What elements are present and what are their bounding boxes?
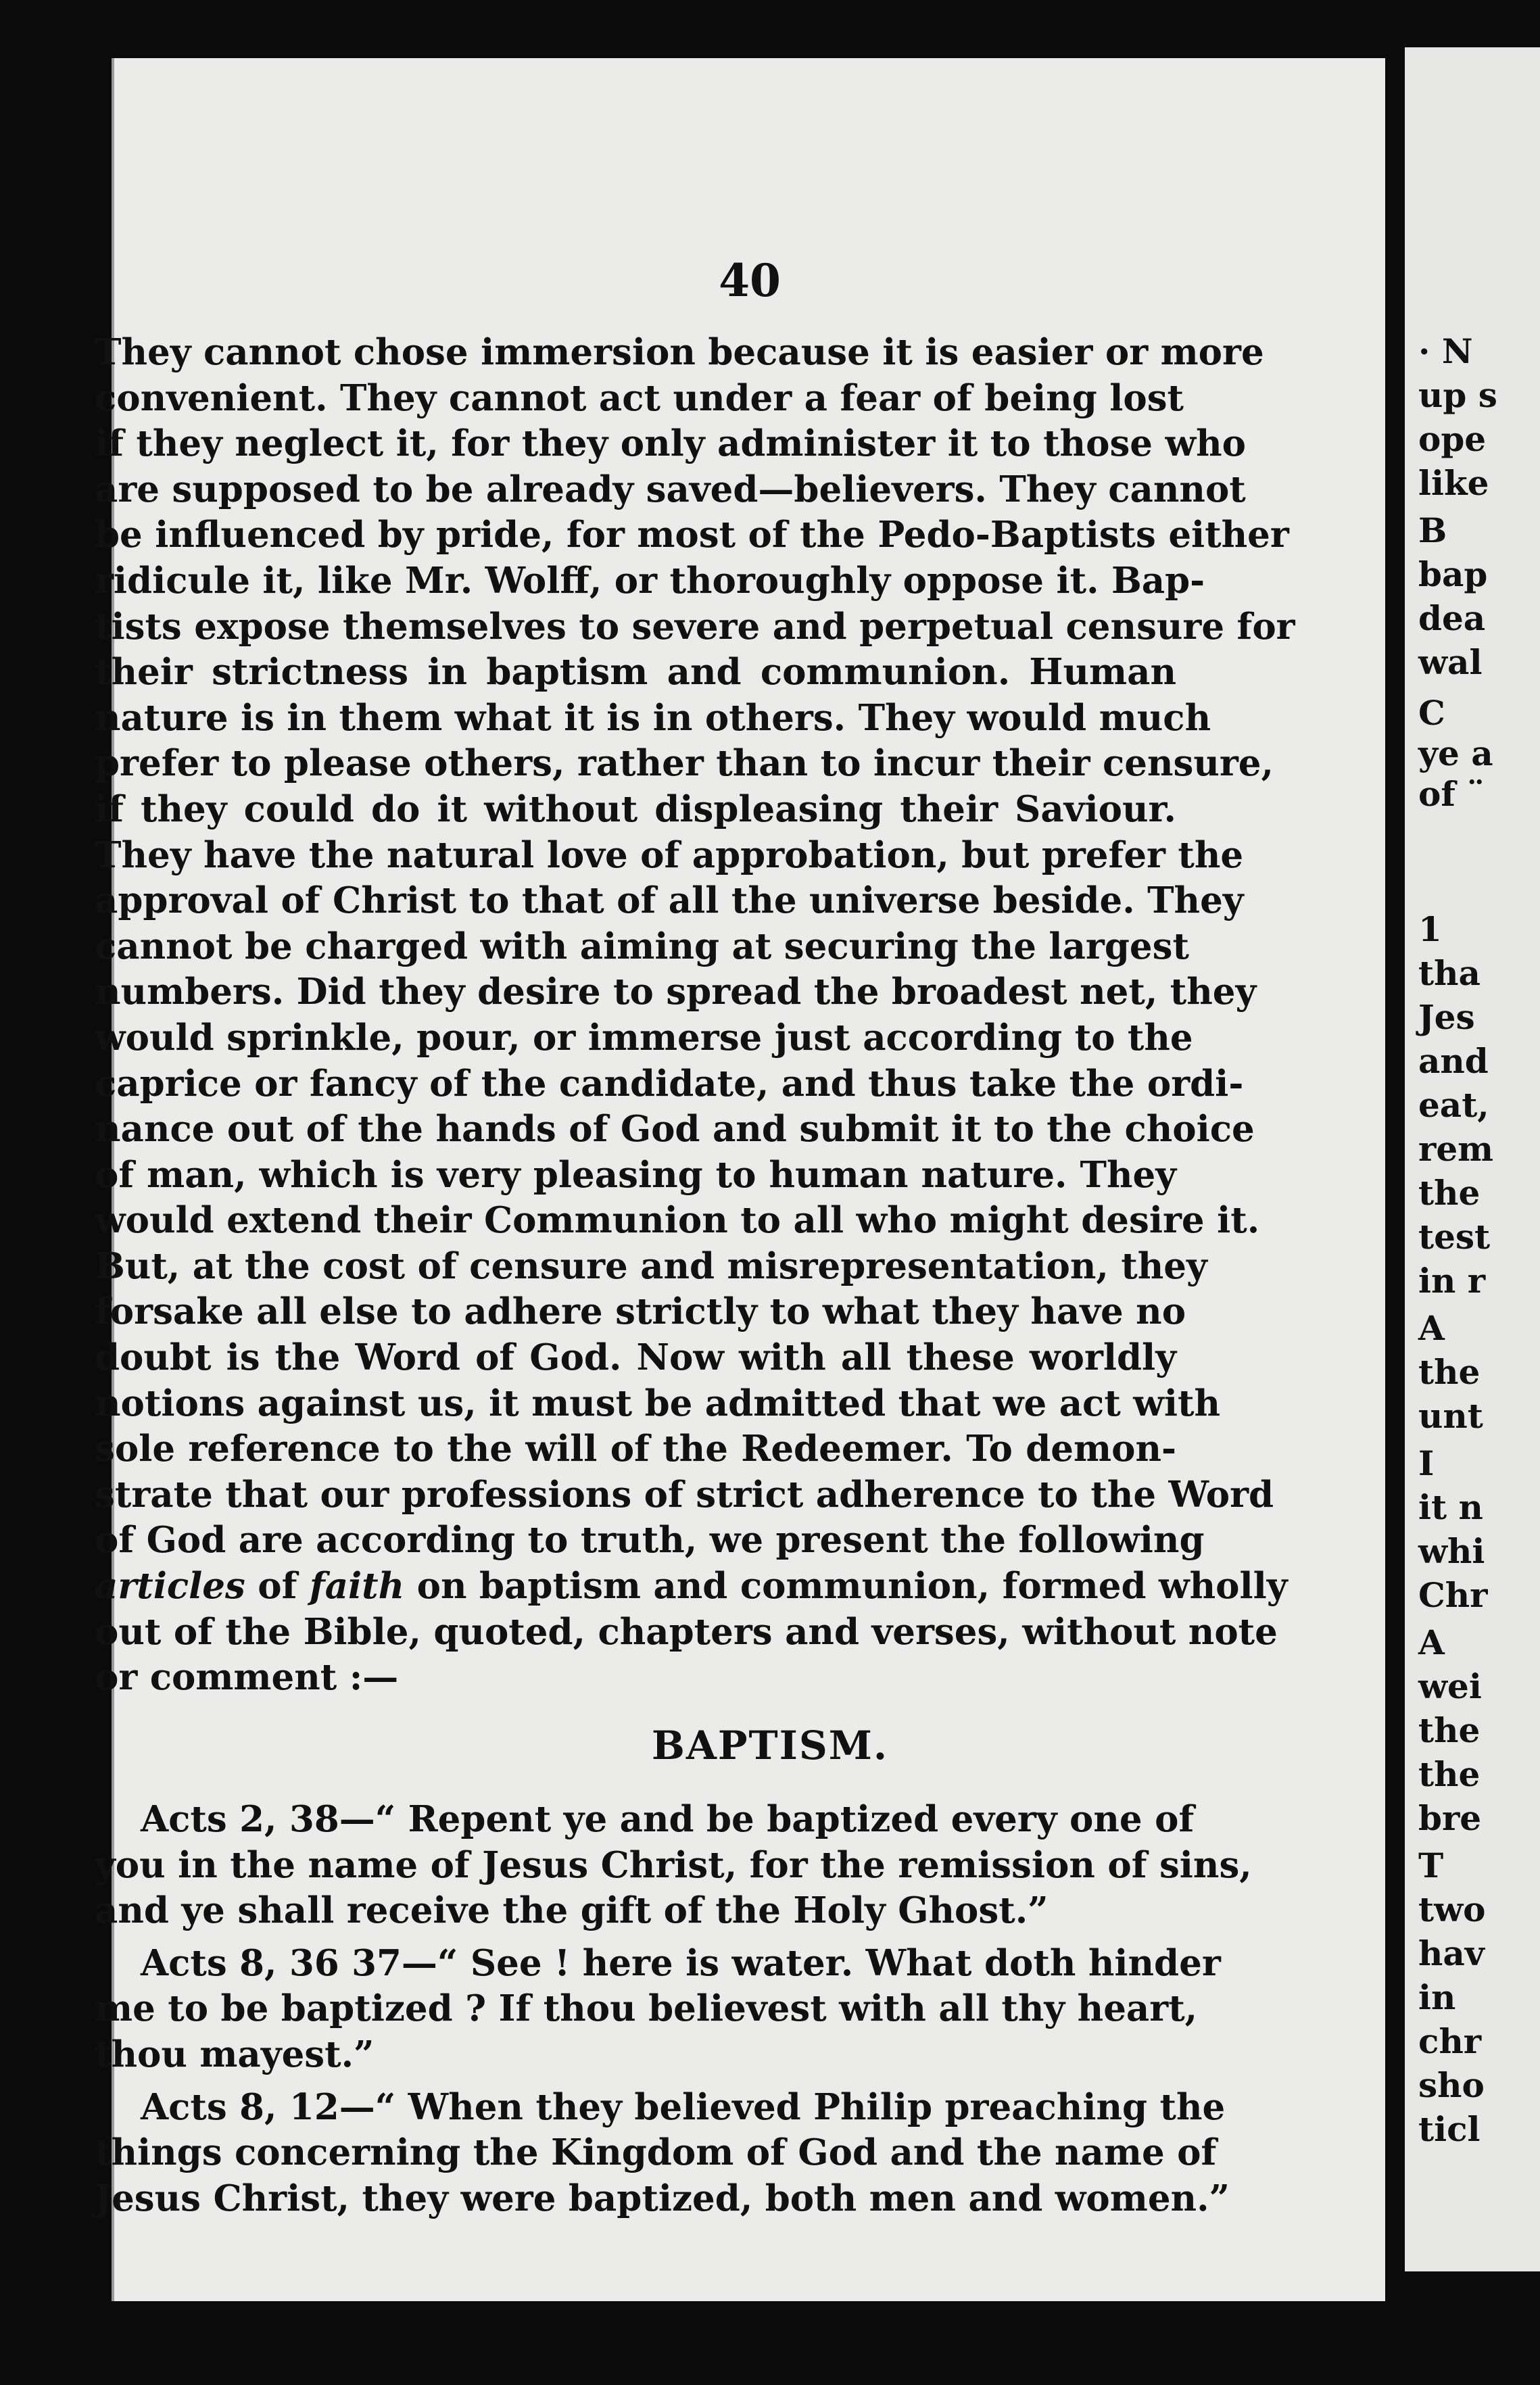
paragraph-line-italics [95, 1564, 1288, 1610]
scripture-entry [95, 1941, 1221, 2078]
right-page-fragment: sho [1418, 2065, 1485, 2105]
right-page-fragment: unt [1418, 1396, 1483, 1436]
paragraph-line: They have the natural love of approbation, but prefer the [95, 834, 1244, 876]
paragraph-line: of man, which is very pleasing to human nature. They [95, 1153, 1176, 1196]
right-page-fragment: hav [1418, 1933, 1485, 1973]
scripture-line: Acts 2, 38—“ Repent ye and be baptized every one of [141, 1798, 1195, 1840]
paragraph-line: if they neglect it, for they only administer it to those who [95, 423, 1246, 465]
paragraph-line: nance out of the hands of God and submit it to the choice [95, 1108, 1255, 1151]
right-page-fragment: wal [1418, 642, 1483, 682]
right-page-fragment: in [1418, 1977, 1456, 2017]
paragraph-line: caprice or fancy of the candidate, and thus take the ordi- [95, 1062, 1244, 1105]
page-number: 40 [719, 254, 781, 307]
right-page-fragment: bre [1418, 1798, 1482, 1838]
paragraph-line: numbers. Did they desire to spread the broadest net, they [95, 971, 1257, 1013]
right-page-fragment: Jes [1418, 997, 1475, 1037]
right-page-fragment: bap [1418, 554, 1488, 594]
paragraph-line: out of the Bible, quoted, chapters and verses, without note [95, 1610, 1278, 1653]
scripture-line: Jesus Christ, they were baptized, both men and women.” [95, 2177, 1230, 2219]
paragraph-line: convenient. They cannot act under a fear of being lost [95, 377, 1184, 419]
scripture-list [95, 1797, 1252, 2228]
right-page-fragment: Chr [1418, 1575, 1488, 1615]
paragraph-line: They cannot chose immersion because it is easier or more [95, 331, 1264, 373]
right-page-fragment: · N [1418, 331, 1473, 371]
right-page-fragment: I [1418, 1443, 1435, 1483]
scripture-line: me to be baptized ? If thou believest with all thy heart, [95, 1987, 1198, 2030]
paragraph-line: But, at the cost of censure and misrepresentation, they [95, 1245, 1207, 1287]
right-page-fragment: the [1418, 1352, 1481, 1392]
paragraph-line: sole reference to the will of the Redeemer. To demon- [95, 1428, 1176, 1470]
right-page-fragment: up s [1418, 375, 1497, 415]
paragraph-line: notions against us, it must be admitted that we act with [95, 1382, 1221, 1424]
right-page-fragment: like [1418, 463, 1489, 503]
italic-word: faith [309, 1565, 405, 1608]
scripture-line: Acts 8, 12—“ When they believed Philip preaching the [141, 2086, 1226, 2128]
right-page-fragment: tha [1418, 953, 1481, 993]
scripture-entry [95, 1797, 1252, 1934]
right-page-fragment: C [1418, 693, 1445, 733]
right-page-fragment: the [1418, 1173, 1481, 1213]
text-fragment: on baptism and communion, formed wholly [404, 1565, 1288, 1608]
right-page-fragment: ticl [1418, 2109, 1481, 2149]
paragraph-line: of God are according to truth, we present the following [95, 1519, 1205, 1562]
right-page-fragment: rem [1418, 1129, 1494, 1169]
paragraph-line: tists expose themselves to severe and perpetual censure for [95, 605, 1295, 648]
paragraph-line: if they could do it without displeasing their Saviour. [95, 788, 1176, 830]
paragraph-line: their strictness in baptism and communion. Human [95, 651, 1176, 694]
right-page-fragment: test [1418, 1217, 1491, 1257]
right-page-fragment: in r [1418, 1261, 1486, 1301]
paragraph-line: or comment :— [95, 1656, 399, 1699]
paragraph-line: are supposed to be already saved—believers. They cannot [95, 468, 1246, 510]
right-page-fragment: eat, [1418, 1085, 1489, 1125]
paragraph-line: nature is in them what it is in others. They would much [95, 696, 1211, 739]
scripture-line: Acts 8, 36 37—“ See ! here is water. What doth hinder [141, 1942, 1221, 1984]
paragraph-line: forsake all else to adhere strictly to what they have no [95, 1291, 1186, 1333]
right-page-fragment: of ¨ [1418, 774, 1485, 814]
scripture-line: and ye shall receive the gift of the Holy Ghost.” [95, 1889, 1049, 1932]
scripture-entry [95, 2085, 1230, 2222]
scripture-line: thou mayest.” [95, 2033, 375, 2075]
right-page-fragment: the [1418, 1710, 1481, 1750]
right-page-fragment: T [1418, 1846, 1444, 1885]
scripture-line: you in the name of Jesus Christ, for the remission of sins, [95, 1844, 1252, 1886]
right-page-fragment: ye a [1418, 733, 1493, 773]
italic-word: articles [95, 1565, 245, 1608]
section-heading: BAPTISM. [651, 1722, 889, 1768]
right-page-fragment: wei [1418, 1666, 1482, 1706]
text-fragment: of [245, 1565, 310, 1608]
paragraph-line: ridicule it, like Mr. Wolff, or thoroughly oppose it. Bap- [95, 559, 1205, 602]
paragraph-line: doubt is the Word of God. Now with all these worldly [95, 1336, 1176, 1379]
paragraph-line: prefer to please others, rather than to incur their censure, [95, 742, 1274, 785]
paragraph-line: would sprinkle, pour, or immerse just according to the [95, 1016, 1193, 1059]
right-page-fragment: B [1418, 510, 1447, 550]
right-page-fragment: A [1418, 1622, 1445, 1662]
right-page-fragment: two [1418, 1889, 1486, 1929]
paragraph-line: would extend their Communion to all who might desire it. [95, 1199, 1260, 1242]
right-page-fragment: chr [1418, 2021, 1482, 2061]
right-page-fragment: A [1418, 1308, 1445, 1348]
right-page-fragment: dea [1418, 598, 1486, 638]
right-page-fragment: and [1418, 1041, 1489, 1081]
right-page-fragment: 1 [1418, 909, 1442, 949]
paragraph-line: approval of Christ to that of all the universe beside. They [95, 880, 1244, 922]
paragraph-line: cannot be charged with aiming at securing the largest [95, 925, 1189, 967]
paragraph-line: be influenced by pride, for most of the Pedo-Baptists either [95, 514, 1289, 556]
right-page-fragment: it n [1418, 1487, 1483, 1527]
right-page-fragment: ope [1418, 419, 1487, 459]
main-paragraph [95, 330, 1295, 1701]
right-page-fragment: the [1418, 1754, 1481, 1794]
paragraph-line: strate that our professions of strict adherence to the Word [95, 1473, 1274, 1516]
scripture-line: things concerning the Kingdom of God and the name of [95, 2131, 1217, 2174]
right-page-fragment: whi [1418, 1531, 1485, 1571]
